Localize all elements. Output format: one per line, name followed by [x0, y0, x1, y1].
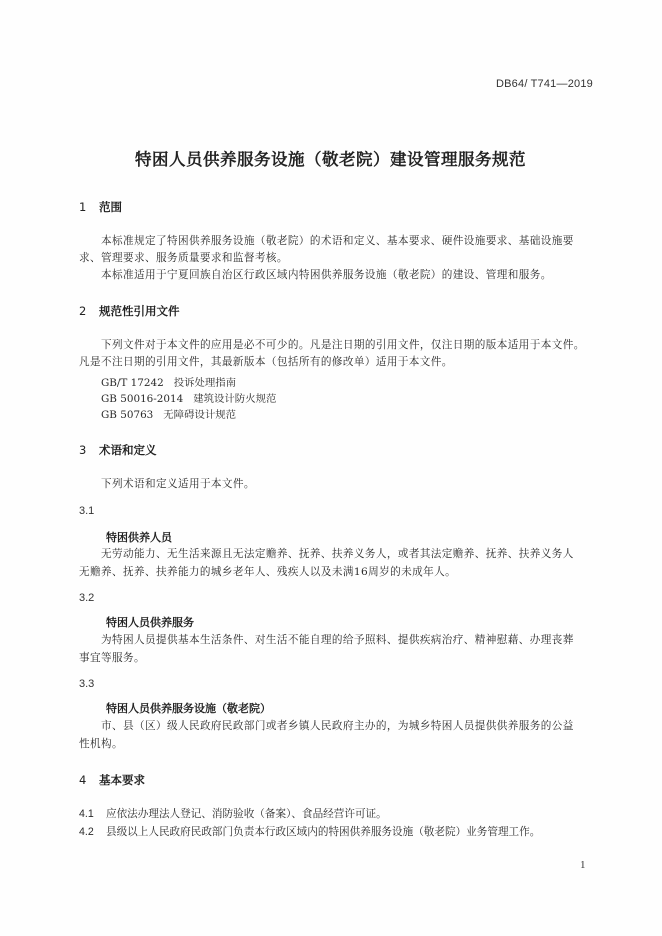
clause-number: 4.1 — [79, 808, 94, 820]
paragraph-line: 求、管理要求、服务质量要求和监督考核。 — [79, 252, 288, 264]
term-definition-line: 性机构。 — [79, 738, 123, 750]
reference-code: GB 50016-2014 — [101, 393, 184, 405]
reference-code: GB 50763 — [101, 409, 154, 421]
section-heading-2 — [79, 303, 180, 319]
section-title: 基本要求 — [99, 773, 145, 787]
section-number: 2 — [79, 304, 87, 318]
clause-text: 应依法办理法人登记、消防验收（备案）、食品经营许可证。 — [106, 808, 387, 820]
reference-name: 无障碍设计规范 — [163, 409, 237, 421]
paragraph-line: 本标准规定了特困供养服务设施（敬老院）的术语和定义、基本要求、硬件设施要求、基础设施要 — [101, 235, 574, 247]
term-name: 特困人员供养服务设施（敬老院） — [106, 702, 271, 715]
clause-item — [79, 806, 387, 821]
term-number: 3.1 — [79, 505, 95, 517]
term-definition-line: 事宜等服务。 — [79, 652, 145, 664]
paragraph-line: 下列文件对于本文件的应用是必不可少的。凡是注日期的引用文件，仅注日期的版本适用于本文件。 — [101, 339, 585, 351]
paragraph-line: 凡是不注日期的引用文件，其最新版本（包括所有的修改单）适用于本文件。 — [79, 356, 453, 368]
section-heading-1 — [79, 199, 122, 215]
document-title: 特困人员供养服务设施（敬老院）建设管理服务规范 — [135, 150, 526, 169]
section-number: 3 — [79, 443, 87, 457]
section-number: 1 — [79, 200, 87, 214]
section-title: 规范性引用文件 — [99, 304, 180, 318]
clause-text: 县级以上人民政府民政部门负责本行政区域内的特困供养服务设施（敬老院）业务管理工作。 — [106, 826, 541, 838]
section-heading-4 — [79, 772, 145, 788]
term-number: 3.3 — [79, 678, 95, 690]
reference-name: 建筑设计防火规范 — [193, 393, 277, 405]
paragraph-line: 下列术语和定义适用于本文件。 — [101, 478, 255, 490]
term-number: 3.2 — [79, 592, 95, 604]
paragraph-line: 本标准适用于宁夏回族自治区行政区域内特困供养服务设施（敬老院）的建设、管理和服务。 — [101, 269, 552, 281]
section-title: 术语和定义 — [99, 443, 157, 457]
reference-code: GB/T 17242 — [101, 377, 164, 389]
section-number: 4 — [79, 773, 87, 787]
term-name: 特困人员供养服务 — [106, 616, 194, 629]
document-code: DB64/ T741—2019 — [496, 78, 593, 90]
term-definition-line: 为特困人员提供基本生活条件、对生活不能自理的给予照料、提供疾病治疗、精神慰藉、办理丧葬 — [101, 634, 574, 646]
page-number: 1 — [580, 859, 586, 871]
reference-item — [101, 374, 236, 389]
reference-item — [101, 406, 236, 421]
term-definition-line: 无劳动能力、无生活来源且无法定赡养、抚养、扶养义务人，或者其法定赡养、抚养、扶养义务人 — [101, 548, 574, 560]
clause-number: 4.2 — [79, 826, 94, 838]
clause-item — [79, 824, 540, 839]
term-name: 特困供养人员 — [106, 531, 172, 544]
term-definition-line: 市、县（区）级人民政府民政部门或者乡镇人民政府主办的，为城乡特困人员提供供养服务的公益 — [101, 720, 574, 732]
reference-item — [101, 390, 276, 405]
section-title: 范围 — [99, 200, 122, 214]
reference-name: 投诉处理指南 — [173, 377, 237, 389]
term-definition-line: 无赡养、抚养、扶养能力的城乡老年人、残疾人以及未满16周岁的未成年人。 — [79, 566, 457, 578]
section-heading-3 — [79, 442, 157, 458]
